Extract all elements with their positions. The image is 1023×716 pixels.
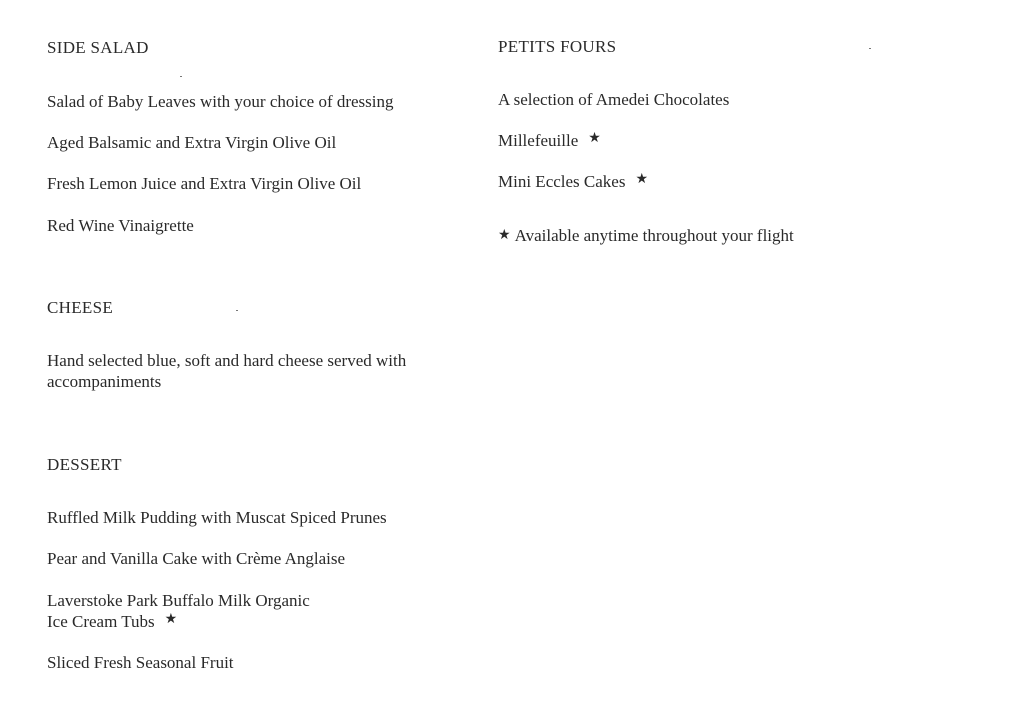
dessert-item: Ruffled Milk Pudding with Muscat Spiced Prunes bbox=[47, 508, 387, 527]
dessert-heading: DESSERT bbox=[47, 455, 122, 474]
dessert-item-with-star bbox=[47, 611, 177, 634]
side-salad-item: Aged Balsamic and Extra Virgin Olive Oil bbox=[47, 133, 337, 152]
scan-speck bbox=[236, 310, 238, 311]
footnote bbox=[498, 225, 794, 248]
petits-fours-item-with-star bbox=[498, 171, 648, 194]
petits-fours-heading: PETITS FOURS bbox=[498, 37, 617, 56]
petits-fours-item-label: Mini Eccles Cakes bbox=[498, 172, 626, 191]
footnote-text: Available anytime throughout your flight bbox=[514, 226, 794, 245]
scan-speck bbox=[869, 48, 871, 49]
dessert-item: Laverstoke Park Buffalo Milk Organic bbox=[47, 591, 310, 610]
dessert-item: Pear and Vanilla Cake with Crème Anglaise bbox=[47, 549, 346, 568]
dessert-item-label: Ice Cream Tubs bbox=[47, 612, 155, 631]
side-salad-item: Fresh Lemon Juice and Extra Virgin Olive Oil bbox=[47, 174, 362, 193]
star-icon: ★ bbox=[635, 172, 649, 187]
petits-fours-item: A selection of Amedei Chocolates bbox=[498, 90, 730, 109]
star-icon: ★ bbox=[498, 228, 511, 243]
petits-fours-item-with-star bbox=[498, 130, 601, 153]
side-salad-item: Red Wine Vinaigrette bbox=[47, 216, 194, 235]
petits-fours-item-label: Millefeuille bbox=[498, 131, 579, 150]
side-salad-item: Salad of Baby Leaves with your choice of dressing bbox=[47, 92, 394, 111]
star-icon: ★ bbox=[164, 612, 178, 627]
cheese-item: Hand selected blue, soft and hard cheese served with accompaniments bbox=[47, 351, 407, 391]
side-salad-heading: SIDE SALAD bbox=[47, 38, 149, 57]
dessert-item: Sliced Fresh Seasonal Fruit bbox=[47, 653, 234, 672]
scan-speck bbox=[180, 76, 182, 77]
cheese-heading: CHEESE bbox=[47, 298, 114, 317]
star-icon: ★ bbox=[588, 131, 601, 146]
